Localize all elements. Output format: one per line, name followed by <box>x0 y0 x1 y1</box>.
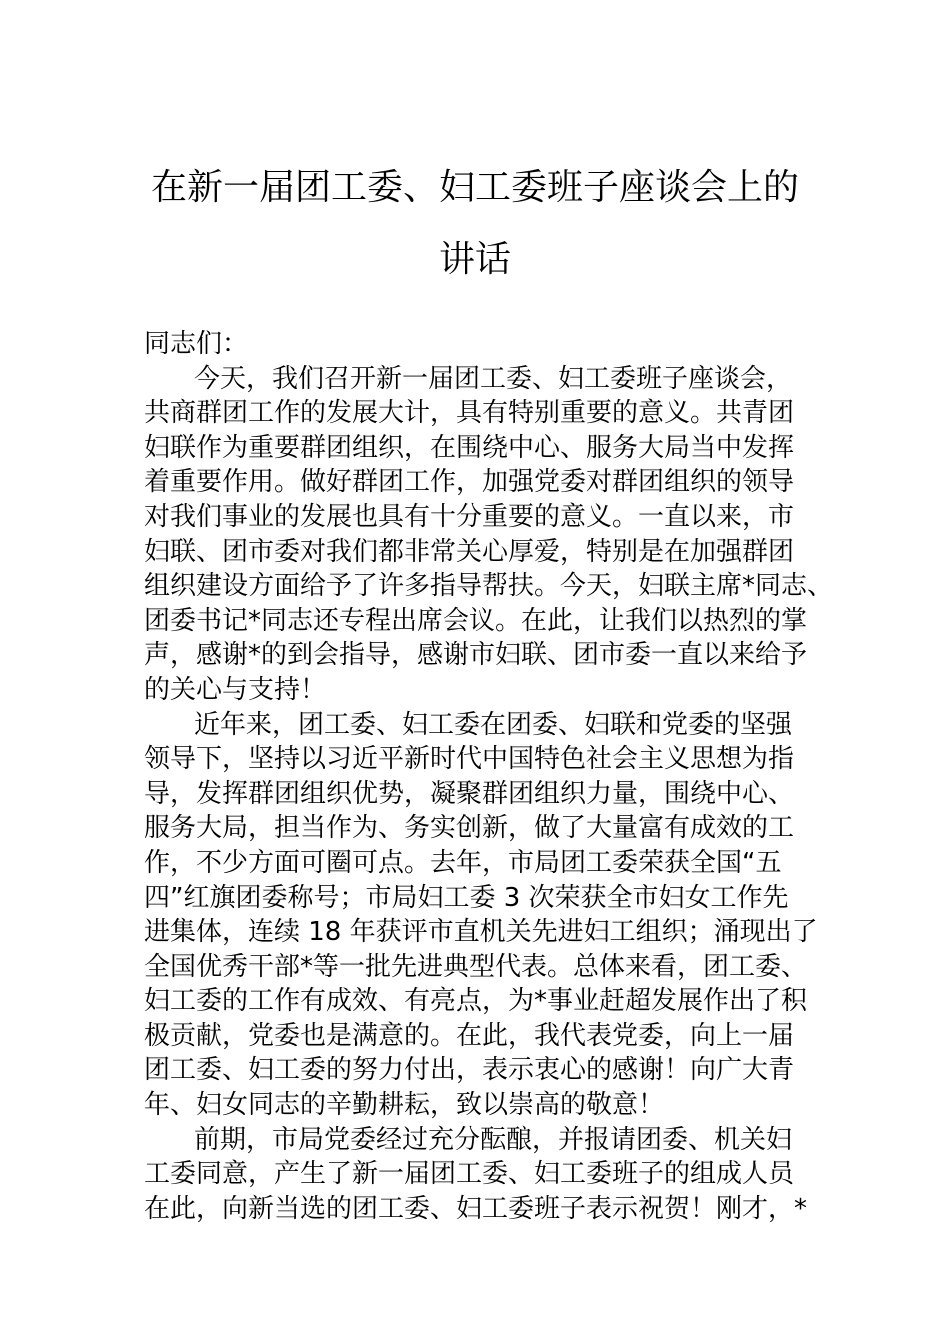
paragraph-line: 服务大局，担当作为、务实创新，做了大量富有成效的工 <box>144 813 795 844</box>
paragraph-line: 进集体，连续 18 年获评市直机关先进妇工组织；涌现出了 <box>144 917 818 948</box>
paragraph <box>144 708 818 1123</box>
paragraph-line: 对我们事业的发展也具有十分重要的意义。一直以来，市 <box>144 501 795 532</box>
title-line: 在新一届团工委、妇工委班子座谈会上的 <box>150 167 799 208</box>
paragraph-line: 团委书记*同志还专程出席会议。在此，让我们以热烈的掌 <box>144 605 808 636</box>
paragraph-line: 组织建设方面给予了许多指导帮扶。今天，妇联主席*同志、 <box>144 571 834 602</box>
paragraph-line: 妇联作为重要群团组织，在围绕中心、服务大局当中发挥 <box>144 432 795 463</box>
title-line: 讲话 <box>438 239 511 280</box>
paragraph-line: 的关心与支持！ <box>144 674 327 705</box>
paragraph-line: 全国优秀干部*等一批先进典型代表。总体来看，团工委、 <box>144 951 808 982</box>
paragraph-line: 极贡献，党委也是满意的。在此，我代表党委，向上一届 <box>144 1020 795 1051</box>
paragraph-line: 妇联、团市委对我们都非常关心厚爱，特别是在加强群团 <box>144 536 795 567</box>
paragraph-line: 在此，向新当选的团工委、妇工委班子表示祝贺！刚才，* <box>144 1193 808 1224</box>
paragraph-line: 妇工委的工作有成效、有亮点，为*事业赶超发展作出了积 <box>144 986 808 1017</box>
paragraph-line: 共商群团工作的发展大计，具有特别重要的意义。共青团 <box>144 398 795 429</box>
paragraph-line: 前期，市局党委经过充分酝酿，并报请团委、机关妇 <box>194 1124 793 1155</box>
paragraph-line: 领导下，坚持以习近平新时代中国特色社会主义思想为指 <box>144 744 795 775</box>
paragraph-line: 年、妇女同志的辛勤耕耘，致以崇高的敬意！ <box>144 1090 665 1121</box>
paragraph-line: 作，不少方面可圈可点。去年，市局团工委荣获全国“五 <box>144 847 782 878</box>
paragraph-line: 导，发挥群团组织优势，凝聚群团组织力量，围绕中心、 <box>144 778 795 809</box>
paragraph-line: 近年来，团工委、妇工委在团委、妇联和党委的坚强 <box>194 709 793 740</box>
paragraph-line: 今天，我们召开新一届团工委、妇工委班子座谈会， <box>194 363 793 394</box>
paragraph <box>144 1123 814 1227</box>
paragraph <box>144 362 834 708</box>
paragraph-line: 四”红旗团委称号；市局妇工委 3 次荣获全市妇女工作先 <box>144 882 789 913</box>
paragraph-line: 着重要作用。做好群团工作，加强党委对群团组织的领导 <box>144 467 795 498</box>
paragraph-line: 团工委、妇工委的努力付出，表示衷心的感谢！向广大青 <box>144 1055 795 1086</box>
salutation: 同志们： <box>144 329 249 359</box>
document-title <box>0 152 950 296</box>
paragraph-line: 工委同意，产生了新一届团工委、妇工委班子的组成人员 <box>144 1159 795 1190</box>
paragraph-line: 声，感谢*的到会指导，感谢市妇联、团市委一直以来给予 <box>144 640 808 671</box>
document-body <box>144 327 834 1226</box>
